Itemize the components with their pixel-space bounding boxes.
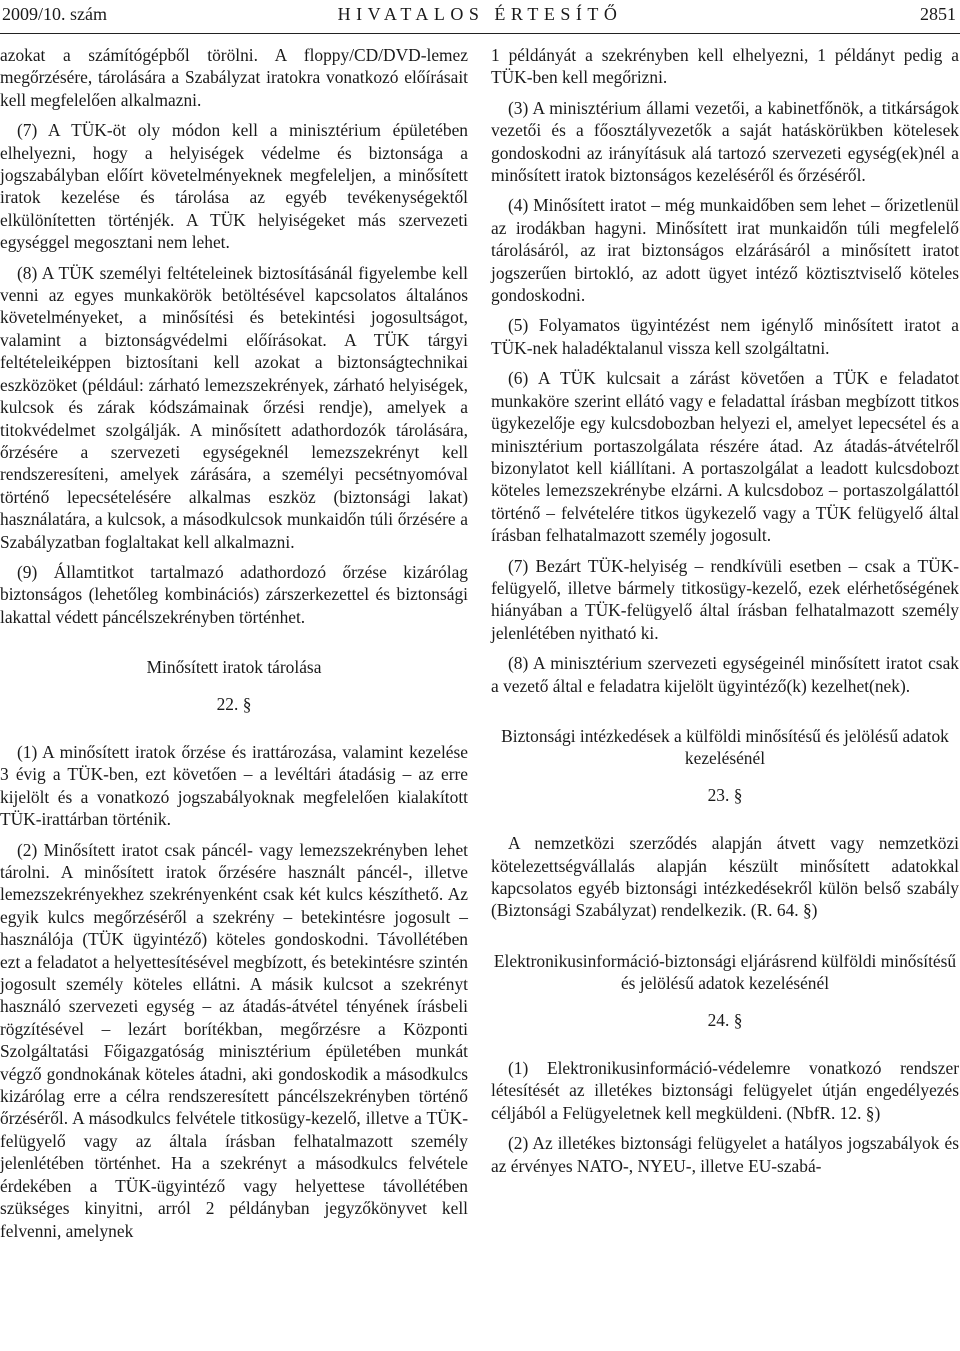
paragraph-8-right: (8) A minisztérium szervezeti egységeinél minősített iratot csak a vezető által e feladatra kijelölt ügyintéző(k) kezelhet(nek).: [491, 653, 959, 696]
page-number: 2851: [920, 4, 956, 24]
section-23-paragraph-1: A nemzetközi szerződés alapján átvett vagy nemzetközi kötelezettségvállalás alapján készült minősített adatokkal kapcsolatos egyéb biztonsági intézkedésekről külön belső szabály (Biztonsági Szabályzat) rendelkezik. (R. 64. §): [491, 833, 959, 921]
section-heading-23: Biztonsági intézkedések a külföldi minősítésű és jelölésű adatok kezelésénél: [501, 725, 949, 769]
paragraph-continuation: azokat a számítógépből törölni. A floppy/CD/DVD-lemez megőrzésére, tárolására a Szabályzat iratokra vonatkozó előírásait kell megfelelően alkalmazni.: [0, 45, 468, 110]
section-number-23: 23. §: [707, 784, 743, 805]
section-22-paragraph-1: (1) A minősített iratok őrzése és irattározása, valamint kezelése 3 évig a TÜK-ben, ezt követően – a levéltári átadásig – az erre kijelölt és a vonatkozó jogszabályoknak megfelelően kialakított TÜK-irattárban történik.: [0, 741, 468, 830]
paragraph-continuation-right: 1 példányát a szekrényben kell elhelyezni, 1 példányt pedig a TÜK-ben kell megőrizni.: [491, 45, 959, 88]
section-heading-24: Elektronikusinformáció-biztonsági eljárásrend külföldi minősítésű és jelölésű adatok kezelésénél: [493, 950, 957, 994]
header-rule: [0, 33, 960, 34]
page-header: [0, 0, 960, 36]
paragraph-4: (4) Minősített iratot – még munkaidőben sem lehet – őrizetlenül az irodákban hagyni. Minősített irat munkaidőn túli megfelelő tárolásáról, az irat biztonságos elzárásáról a minősített iratot jogszerűen birtokló, az adott ügyet intéző köztisztviselő köteles gondoskodni.: [491, 195, 959, 306]
section-number-22: 22. §: [216, 693, 252, 714]
publication-title: HIVATALOS ÉRTESÍTŐ: [337, 4, 623, 24]
section-24-paragraph-1: (1) Elektronikusinformáció-védelemre vonatkozó rendszer létesítését az illetékes biztonsági felügyelet útján engedélyezés céljából a Felügyeletnek kell megküldeni. (NbfR. 12. §): [491, 1058, 959, 1123]
paragraph-9: (9) Államtitkot tartalmazó adathordozó őrzése kizárólag biztonságos (lehetőleg kombinációs) zárszerkezettel és biztonsági lakattal védett páncélszekrényben történhet.: [0, 561, 468, 627]
paragraph-7-right: (7) Bezárt TÜK-helyiség – rendkívüli esetben – csak a TÜK-felügyelő, illetve bármely titkosügy-kezelő, ezek elérhetőségének hiányában a TÜK-felügyelő által írásban felhatalmazott személy jelenlétében nyitható ki.: [491, 555, 959, 643]
paragraph-7: (7) A TÜK-öt oly módon kell a minisztérium épületében elhelyezni, hogy a helyiségek védelme és biztonsága a jogszabályban előírt követelményeknek megfeleljen, a minősített iratok kezelése és tárolása az egyéb tevékenységektől elkülönítetten történjék. A TÜK helyiségeket más szervezeti egységgel megosztani nem lehet.: [0, 120, 468, 253]
section-number-24: 24. §: [707, 1009, 743, 1030]
paragraph-8: (8) A TÜK személyi feltételeinek biztosításánál figyelembe kell venni az egyes munkakörök betöltésével kapcsolatos általános követelményeket, a minősítési és betekintési jogosultságot, valamint a biztonságvédelmi előírásokat. A TÜK tárgyi feltételeiképpen biztosítani kell azokat a biztonságtechnikai eszközöket (például: zárható lemezszekrények, zárható helyiségek, kulcsok és zárak kódszámainak őrzési rendje), amelyek a titokvédelmet szolgálják. A minősített adathordozók tárolására, őrzésére a szervezeti egységeknél lemezszekrényt kell rendszeresíteni, amelyek zárására, a személyi pecsétnyomóval történő lepecsételésére alkalmas eszköz (biztonsági lakat) használatára, a kulcsok, a másodkulcsok munkaidőn túli őrzésére a Szabályzatban foglaltakat kell alkalmazni.: [0, 262, 468, 552]
paragraph-5: (5) Folyamatos ügyintézést nem igénylő minősített iratot a TÜK-nek haladéktalanul vissza kell szolgáltatni.: [491, 315, 959, 358]
issue-number: 2009/10. szám: [2, 4, 107, 24]
section-heading-22: Minősített iratok tárolása: [146, 657, 322, 678]
paragraph-3: (3) A minisztérium állami vezetői, a kabinetfőnök, a titkárságok vezetői és a főosztályvezetők a saját hatáskörükben kötelesek gondoskodni az irányításuk alá tartozó szervezeti egység(ek)nél a minősített iratok biztonságos kezeléséről és őrzéséről.: [491, 97, 959, 186]
paragraph-6: (6) A TÜK kulcsait a zárást követően a TÜK e feladatot munkaköre szerint ellátó vagy e feladattal írásban megbízott titkos ügykezelője egy kulcsdobozban helyezi el, amelyet lepecsétel és a minisztérium portaszolgálata részére átad. Az átadás-átvételről bizonylatot kell kiállítani. A portaszolgálat a leadott kulcsdobozt köteles lemezszekrénybe elzárni. A kulcsdoboz – portaszolgálattól történő – felvételére titkos ügykezelő vagy a TÜK felügyelő által írásban felhatalmazott személy jogosult.: [491, 368, 959, 546]
left-column: [0, 44, 468, 1250]
section-22-paragraph-2: (2) Minősített iratot csak páncél- vagy lemezszekrényben lehet tárolni. A minősített iratok őrzésére használt páncél-, illetve lemezszekrényekhez szekrényenként csak két kulcs készíthető. Az egyik kulcs megőrzéséről a szekrény – betekintésre jogosult – használója (TÜK ügyintéző) köteles gondoskodni. Távollétében ezt a feladatot a helyettesítésével megbízott, és betekintésre szintén jogosult személy köteles ellátni. A másik kulcsot a szekrényt használó szervezeti egység – az átadás-átvétel tényének írásbeli rögzítésével – lezárt borítékban, megőrzésre a Központi Szolgáltatási Főigazgatóság minisztérium épületében munkát végző gondnokának köteles átadni, aki gondoskodik a másodkulcs kizárólag erre a célra rendszeresített páncélszekrényben történő őrzéséről. A másodkulcs felvétele titkosügy-kezelő, illetve a TÜK-felügyelő vagy az általa írásban felhatalmazott személy jelenlétében történhet. Ha a szekrényt a másodkulcs felvétele érdekében a TÜK-ügyintéző vagy helyettese távollétében szükséges kinyitni, arról 2 példányban jegyzőkönyvet kell felvenni, amelynek: [0, 839, 468, 1241]
right-column: [491, 44, 959, 1185]
section-24-paragraph-2: (2) Az illetékes biztonsági felügyelet a hatályos jogszabályok és az érvényes NATO-, NYEU-, illetve EU-szabá-: [491, 1133, 959, 1176]
